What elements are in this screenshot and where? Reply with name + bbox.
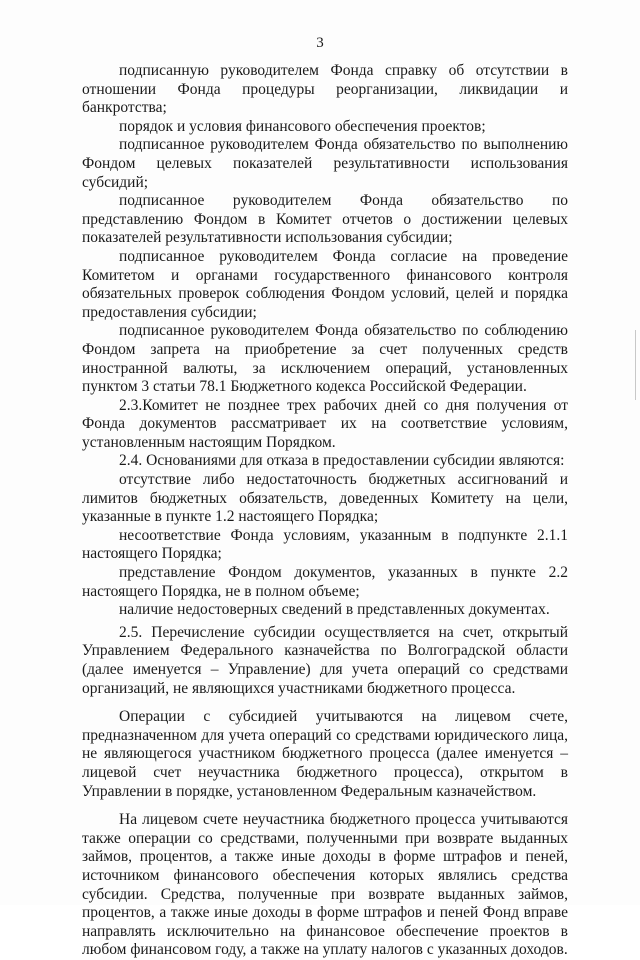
document-body — [82, 62, 568, 960]
paragraph-false-info: наличие недостоверных сведений в представленных документах. — [119, 601, 550, 619]
page-number: 3 — [316, 35, 324, 51]
paragraph-account-operations: На лицевом счете неучастника бюджетного процесса учитываются также операции со средствами, полученными при возврате выданных займов, процентов, а также иные доходы в форме штрафов и пеней, источником финансового обеспечения которых являлись средства субсидии. Средства, полученные при возврате выданных займов, процентов, а также иные доходы в форме штрафов и пеней Фонд вправе направлять исключительно на финансовое обеспечение проектов в любом финансовом году, а также на уплату налогов с указанных доходов. — [82, 811, 568, 959]
paragraph-2-4: 2.4. Основаниями для отказа в предоставлении субсидии являются: — [119, 452, 565, 470]
paragraph-personal-account: Операции с субсидией учитываются на лицевом счете, предназначенном для учета операций со средствами юридического лица, не являющегося участником бюджетного процесса (далее именуется – лицевой счет неучастника бюджетного процесса), открытом в Управлении в порядке, установленном Федеральным казначейством. — [82, 708, 568, 800]
paragraph-2-5: 2.5. Перечисление субсидии осуществляется на счет, открытый Управлением Федерального казначейства по Волгоградской области (далее именуется – Управление) для учета операций со средствами организаций, не являющихся участниками бюджетного процесса. — [82, 623, 568, 697]
paragraph-incomplete-docs: представление Фондом документов, указанных в пункте 2.2 настоящего Порядка, не в полном объеме; — [82, 564, 568, 600]
paragraph-certificate: подписанную руководителем Фонда справку об отсутствии в отношении Фонда процедуры реорганизации, ликвидации и банкротства; — [82, 62, 568, 117]
paragraph-target-indicators: подписанное руководителем Фонда обязательство по выполнению Фондом целевых показателей результативности использования субсидий; — [82, 136, 568, 191]
scan-artifact-line — [635, 330, 636, 400]
paragraph-nonconformity: несоответствие Фонда условиям, указанным в подпункте 2.1.1 настоящего Порядка; — [82, 526, 568, 563]
paragraph-2-3: 2.3.Комитет не позднее трех рабочих дней со дня получения от Фонда документов рассматривает их на соответствие условиям, установленным настоящим Порядком. — [82, 396, 568, 451]
paragraph-insufficient-budget: отсутствие либо недостаточность бюджетных ассигнований и лимитов бюджетных обязательств, доведенных Комитету на цели, указанные в пункте 1.2 настоящего Порядка; — [82, 471, 568, 526]
paragraph-inspection-consent: подписанное руководителем Фонда согласие на проведение Комитетом и органами государственного финансового контроля обязательных проверок соблюдения Фондом условий, целей и порядка предоставления субсидии; — [82, 247, 568, 321]
paragraph-financing-procedure: порядок и условия финансового обеспечения проектов; — [119, 117, 486, 135]
paragraph-currency-ban: подписанное руководителем Фонда обязательство по соблюдению Фондом запрета на приобретение за счет полученных средств иностранной валюты, за исключением операций, установленных пунктом 3 статьи 78.1 Бюджетного кодекса Российской Федерации. — [82, 322, 568, 396]
paragraph-reports-obligation: подписанное руководителем Фонда обязательство по представлению Фондом в Комитет отчетов о достижении целевых показателей результативности использования субсидии; — [82, 192, 568, 247]
